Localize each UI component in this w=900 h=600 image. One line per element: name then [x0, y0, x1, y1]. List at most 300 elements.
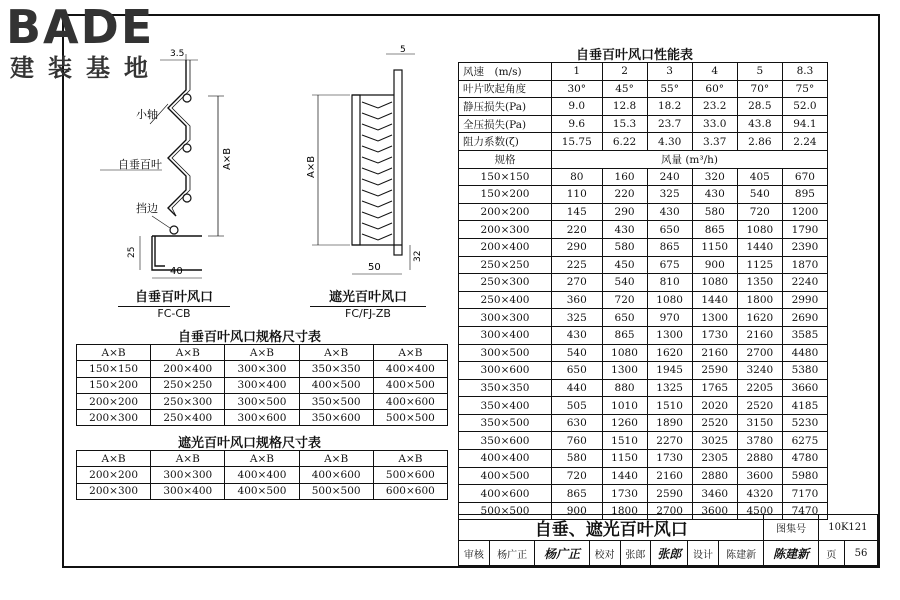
table-cell: 7470	[782, 502, 827, 520]
table-row	[459, 168, 828, 186]
table-cell: 1800	[737, 291, 782, 309]
atlas-label: 图集号	[764, 515, 818, 541]
table-cell: 250×250	[151, 377, 225, 393]
table-cell: 440	[552, 379, 603, 397]
table-cell: 880	[602, 379, 647, 397]
table-cell: 18.2	[647, 98, 692, 116]
table-cell: 1440	[602, 467, 647, 485]
table-cell: 150×150	[77, 361, 151, 377]
dim-32: 32	[413, 250, 423, 262]
table-cell: 150×200	[77, 377, 151, 393]
caption-fc-title: 自垂百叶风口	[134, 290, 213, 305]
table-cell: 200×200	[77, 393, 151, 409]
table-cell: 1440	[692, 291, 737, 309]
table-cell: 500×600	[373, 467, 447, 483]
table-cell: 33.0	[692, 115, 737, 133]
dim-axb-fc: A×B	[222, 147, 233, 170]
table-cell: 1765	[692, 379, 737, 397]
table-cell: 580	[602, 238, 647, 256]
table-row	[459, 397, 828, 415]
table-cell: 52.0	[782, 98, 827, 116]
table-cell: 70°	[737, 80, 782, 98]
table-cell: 4185	[782, 397, 827, 415]
title-block	[458, 514, 878, 566]
table-cell: 1080	[602, 344, 647, 362]
size-cell: 300×600	[459, 362, 552, 380]
reviewer-signature: 杨广正	[535, 541, 589, 566]
label-blade: 自垂百叶	[118, 158, 162, 171]
logo-subtitle: 建装基地	[10, 54, 162, 82]
table-row	[459, 238, 828, 256]
table-cell: 1730	[647, 450, 692, 468]
spec1-table	[76, 344, 448, 426]
table-row	[459, 362, 828, 380]
checker: 张郎	[620, 541, 651, 566]
table-cell: 350×600	[299, 410, 373, 426]
table-cell: 400×500	[225, 483, 299, 499]
label-shaft: 小轴	[136, 108, 158, 121]
table-cell: 45°	[602, 80, 647, 98]
table-cell: 3600	[692, 502, 737, 520]
table-cell: 650	[552, 362, 603, 380]
table-cell: 2390	[782, 238, 827, 256]
table-cell: 3150	[737, 414, 782, 432]
table-cell: 3240	[737, 362, 782, 380]
table-cell: 325	[552, 309, 603, 327]
table-cell: 540	[737, 186, 782, 204]
size-cell: 200×200	[459, 203, 552, 221]
table-cell: 1	[552, 63, 603, 81]
table-cell: 4320	[737, 485, 782, 503]
table-row	[459, 485, 828, 503]
table-cell: 4500	[737, 502, 782, 520]
table-cell: 360	[552, 291, 603, 309]
size-cell: 250×400	[459, 291, 552, 309]
table-cell: 430	[602, 221, 647, 239]
row-label: 叶片吹起角度	[459, 80, 552, 98]
table-cell: 2520	[737, 397, 782, 415]
table-cell: 3460	[692, 485, 737, 503]
table-cell: 1080	[737, 221, 782, 239]
header-cell: A×B	[299, 451, 373, 467]
louver-blade	[362, 168, 392, 174]
table-cell: 1325	[647, 379, 692, 397]
table-cell: 450	[602, 256, 647, 274]
size-cell: 300×400	[459, 326, 552, 344]
table-cell: 650	[647, 221, 692, 239]
designer: 陈建新	[718, 541, 764, 566]
table-cell: 1730	[602, 485, 647, 503]
size-cell: 400×500	[459, 467, 552, 485]
table-cell: 320	[692, 168, 737, 186]
header-cell: A×B	[299, 345, 373, 361]
louver-blade	[362, 179, 392, 185]
table-cell: 240	[647, 168, 692, 186]
dim-top-fc: 3.5	[170, 49, 185, 59]
checker-signature: 张郎	[651, 541, 688, 566]
table-cell: 55°	[647, 80, 692, 98]
table-cell: 300×500	[225, 393, 299, 409]
table-row	[459, 309, 828, 327]
table-cell: 300×400	[225, 377, 299, 393]
table-cell: 400×600	[373, 393, 447, 409]
table-cell: 350×350	[299, 361, 373, 377]
table-cell: 2160	[692, 344, 737, 362]
design-label: 设计	[688, 541, 719, 566]
table-cell: 2020	[692, 397, 737, 415]
table-cell: 2520	[692, 414, 737, 432]
caption-fc-code: FC-CB	[118, 306, 230, 321]
spec2-title: 遮光百叶风口规格尺寸表	[178, 436, 322, 451]
louver-blade	[362, 223, 392, 229]
table-cell: 505	[552, 397, 603, 415]
louver-blade	[362, 102, 392, 108]
review-label: 审核	[459, 541, 490, 566]
size-cell: 200×300	[459, 221, 552, 239]
table-cell: 3780	[737, 432, 782, 450]
header-cell: A×B	[151, 345, 225, 361]
table-cell: 1080	[647, 291, 692, 309]
page-no: 56	[845, 541, 878, 566]
table-cell: 15.3	[602, 115, 647, 133]
table-row	[77, 467, 448, 483]
size-label: 规格	[459, 150, 552, 168]
louver-blade	[362, 135, 392, 141]
table-cell: 28.5	[737, 98, 782, 116]
table-cell: 5230	[782, 414, 827, 432]
table-cell: 23.7	[647, 115, 692, 133]
table-cell: 1440	[737, 238, 782, 256]
table-cell: 2305	[692, 450, 737, 468]
table-cell: 2.24	[782, 133, 827, 151]
table-cell: 1300	[602, 362, 647, 380]
table-cell: 430	[552, 326, 603, 344]
table-cell: 675	[647, 256, 692, 274]
table-cell: 325	[647, 186, 692, 204]
resistance-row	[459, 133, 828, 151]
table-cell: 9.6	[552, 115, 603, 133]
table-cell: 60°	[692, 80, 737, 98]
table-cell: 1790	[782, 221, 827, 239]
louver-blade	[362, 212, 392, 218]
table-row	[459, 379, 828, 397]
table-row	[77, 377, 448, 393]
table-row	[459, 326, 828, 344]
size-cell: 250×250	[459, 256, 552, 274]
table-cell: 895	[782, 186, 827, 204]
table-cell: 3660	[782, 379, 827, 397]
louver-blade	[362, 157, 392, 163]
size-cell: 150×200	[459, 186, 552, 204]
table-cell: 4780	[782, 450, 827, 468]
caption-fj-code: FC/FJ-ZB	[310, 306, 426, 321]
table-cell: 75°	[782, 80, 827, 98]
table-cell: 540	[552, 344, 603, 362]
size-cell: 500×500	[459, 502, 552, 520]
table-cell: 430	[692, 186, 737, 204]
table-cell: 1300	[647, 326, 692, 344]
table-cell: 2990	[782, 291, 827, 309]
table-cell: 1510	[602, 432, 647, 450]
table-cell: 220	[552, 221, 603, 239]
table-cell: 300×600	[225, 410, 299, 426]
table-row	[77, 393, 448, 409]
table-cell: 200×300	[77, 410, 151, 426]
table-row	[459, 450, 828, 468]
table-row	[459, 274, 828, 292]
table-cell: 760	[552, 432, 603, 450]
table-cell: 1870	[782, 256, 827, 274]
table-cell: 2240	[782, 274, 827, 292]
caption-fj-title: 遮光百叶风口	[328, 290, 407, 305]
table-cell: 1080	[692, 274, 737, 292]
table-cell: 1260	[602, 414, 647, 432]
table-cell: 110	[552, 186, 603, 204]
table-row	[459, 467, 828, 485]
table-cell: 1150	[602, 450, 647, 468]
static-pressure-row	[459, 98, 828, 116]
table-cell: 15.75	[552, 133, 603, 151]
table-cell: 405	[737, 168, 782, 186]
table-cell: 3600	[737, 467, 782, 485]
table-cell: 300×400	[151, 483, 225, 499]
table-cell: 720	[737, 203, 782, 221]
size-cell: 400×600	[459, 485, 552, 503]
row-label: 全压损失(Pa)	[459, 115, 552, 133]
drawing-fc-fj-zb	[300, 40, 450, 280]
table-cell: 3025	[692, 432, 737, 450]
caption-fc	[118, 290, 230, 321]
reviewer: 杨广正	[489, 541, 535, 566]
page-label: 页	[818, 541, 844, 566]
table-cell: 7170	[782, 485, 827, 503]
table-cell: 900	[552, 502, 603, 520]
table-header-row	[77, 451, 448, 467]
dim-40: 40	[170, 266, 183, 277]
table-cell: 1620	[647, 344, 692, 362]
size-cell: 250×300	[459, 274, 552, 292]
table-cell: 670	[782, 168, 827, 186]
header-cell: A×B	[373, 451, 447, 467]
louver-blade	[362, 201, 392, 207]
table-cell: 600×600	[373, 483, 447, 499]
table-cell: 630	[552, 414, 603, 432]
table-cell: 865	[602, 326, 647, 344]
table-cell: 4	[692, 63, 737, 81]
table-cell: 300×300	[225, 361, 299, 377]
table-cell: 3	[647, 63, 692, 81]
table-cell: 1510	[647, 397, 692, 415]
table-cell: 400×400	[373, 361, 447, 377]
spec1-title: 自垂百叶风口规格尺寸表	[178, 330, 322, 345]
size-cell: 300×300	[459, 309, 552, 327]
label-edge: 挡边	[136, 202, 158, 215]
check-label: 校对	[589, 541, 620, 566]
designer-signature: 陈建新	[764, 541, 818, 566]
table-cell: 1150	[692, 238, 737, 256]
table-row	[459, 432, 828, 450]
table-cell: 12.8	[602, 98, 647, 116]
size-cell: 300×500	[459, 344, 552, 362]
table-cell: 250×300	[151, 393, 225, 409]
table-cell: 3.37	[692, 133, 737, 151]
table-cell: 720	[602, 291, 647, 309]
table-cell: 1010	[602, 397, 647, 415]
table-cell: 23.2	[692, 98, 737, 116]
table-cell: 200×200	[77, 467, 151, 483]
table-cell: 400×400	[225, 467, 299, 483]
table-cell: 400×500	[373, 377, 447, 393]
table-cell: 500×500	[299, 483, 373, 499]
table-cell: 200×300	[77, 483, 151, 499]
table-row	[459, 186, 828, 204]
louver-blade	[362, 190, 392, 196]
louver-blade	[362, 234, 392, 240]
header-cell: A×B	[77, 345, 151, 361]
table-cell: 1800	[602, 502, 647, 520]
table-cell: 1620	[737, 309, 782, 327]
drawing-fc-cb	[90, 40, 240, 280]
size-cell: 150×150	[459, 168, 552, 186]
table-cell: 80	[552, 168, 603, 186]
table-cell: 5	[737, 63, 782, 81]
dim-top-fj: 5	[400, 45, 406, 55]
table-cell: 500×500	[373, 410, 447, 426]
angle-row	[459, 80, 828, 98]
table-cell: 2590	[692, 362, 737, 380]
table-cell: 2880	[692, 467, 737, 485]
table-cell: 2700	[647, 502, 692, 520]
table-cell: 290	[552, 238, 603, 256]
flow-header-row	[459, 150, 828, 168]
table-cell: 290	[602, 203, 647, 221]
dim-50: 50	[368, 262, 381, 273]
table-cell: 1730	[692, 326, 737, 344]
table-cell: 1945	[647, 362, 692, 380]
row-label: 静压损失(Pa)	[459, 98, 552, 116]
table-cell: 580	[552, 450, 603, 468]
table-cell: 94.1	[782, 115, 827, 133]
dim-axb-fj: A×B	[306, 155, 317, 178]
header-cell: A×B	[151, 451, 225, 467]
table-cell: 1890	[647, 414, 692, 432]
table-cell: 6275	[782, 432, 827, 450]
table-cell: 1125	[737, 256, 782, 274]
table-header-row	[77, 345, 448, 361]
table-cell: 1300	[692, 309, 737, 327]
table-cell: 2590	[647, 485, 692, 503]
row-label: 阻力系数(ζ)	[459, 133, 552, 151]
perf-title: 自垂百叶风口性能表	[576, 48, 694, 63]
table-cell: 400×600	[299, 467, 373, 483]
table-cell: 300×300	[151, 467, 225, 483]
table-cell: 810	[647, 274, 692, 292]
spec2-table	[76, 450, 448, 500]
table-cell: 160	[602, 168, 647, 186]
table-cell: 580	[692, 203, 737, 221]
table-cell: 4480	[782, 344, 827, 362]
table-cell: 2690	[782, 309, 827, 327]
table-cell: 400×500	[299, 377, 373, 393]
size-cell: 350×500	[459, 414, 552, 432]
table-cell: 2205	[737, 379, 782, 397]
table-cell: 540	[602, 274, 647, 292]
table-cell: 3585	[782, 326, 827, 344]
table-cell: 650	[602, 309, 647, 327]
table-row	[459, 203, 828, 221]
size-cell: 350×350	[459, 379, 552, 397]
table-cell: 430	[647, 203, 692, 221]
total-pressure-row	[459, 115, 828, 133]
louver-blade	[362, 124, 392, 130]
table-cell: 2	[602, 63, 647, 81]
table-cell: 865	[692, 221, 737, 239]
table-cell: 970	[647, 309, 692, 327]
table-row	[459, 344, 828, 362]
size-cell: 400×400	[459, 450, 552, 468]
row-label: 风速 (m/s)	[459, 63, 552, 81]
header-cell: A×B	[77, 451, 151, 467]
drawing-title: 自垂、遮光百叶风口	[459, 515, 764, 541]
table-cell: 2160	[647, 467, 692, 485]
size-cell: 350×600	[459, 432, 552, 450]
table-cell: 720	[552, 467, 603, 485]
table-cell: 350×500	[299, 393, 373, 409]
table-cell: 220	[602, 186, 647, 204]
table-row	[459, 291, 828, 309]
table-row	[459, 256, 828, 274]
table-cell: 8.3	[782, 63, 827, 81]
louver-blade	[362, 146, 392, 152]
logo-brand: BADE	[6, 0, 155, 54]
dim-25: 25	[127, 246, 137, 258]
table-row	[459, 414, 828, 432]
table-cell: 865	[647, 238, 692, 256]
table-row	[77, 410, 448, 426]
perf-table	[458, 62, 828, 520]
table-cell: 1350	[737, 274, 782, 292]
table-cell: 145	[552, 203, 603, 221]
speed-row	[459, 63, 828, 81]
louver-blade	[362, 113, 392, 119]
atlas-no: 10K121	[818, 515, 877, 541]
flow-label: 风量 (m³/h)	[552, 150, 828, 168]
table-cell: 270	[552, 274, 603, 292]
table-row	[77, 483, 448, 499]
caption-fj	[310, 290, 426, 321]
table-cell: 225	[552, 256, 603, 274]
table-cell: 200×400	[151, 361, 225, 377]
table-cell: 43.8	[737, 115, 782, 133]
table-cell: 865	[552, 485, 603, 503]
table-row	[77, 361, 448, 377]
table-cell: 30°	[552, 80, 603, 98]
table-cell: 1200	[782, 203, 827, 221]
table-cell: 2880	[737, 450, 782, 468]
table-cell: 4.30	[647, 133, 692, 151]
header-cell: A×B	[225, 451, 299, 467]
size-cell: 350×400	[459, 397, 552, 415]
table-cell: 900	[692, 256, 737, 274]
table-cell: 9.0	[552, 98, 603, 116]
table-row	[459, 221, 828, 239]
table-cell: 5380	[782, 362, 827, 380]
table-cell: 2.86	[737, 133, 782, 151]
table-cell: 2160	[737, 326, 782, 344]
header-cell: A×B	[225, 345, 299, 361]
table-cell: 250×400	[151, 410, 225, 426]
table-cell: 2700	[737, 344, 782, 362]
